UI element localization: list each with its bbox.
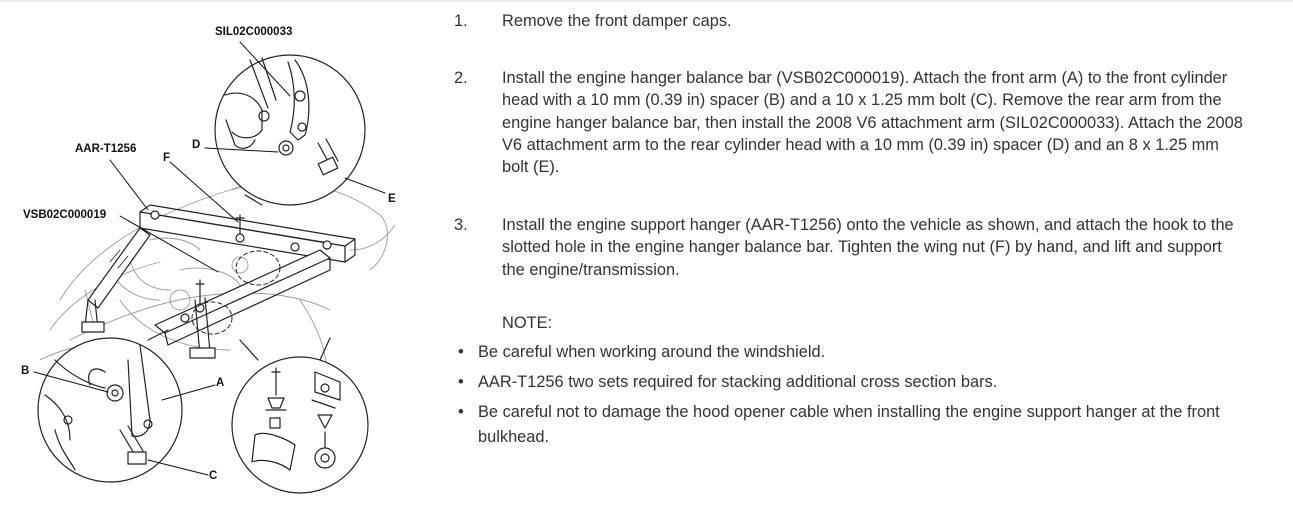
step-text: Install the engine support hanger (AAR-T1256) onto the vehicle as shown, and attach the hook to the slotted hole in the engine hanger balance bar. Tighten the wing nut (F) by hand, and lift and support the engine/transmission.	[502, 216, 1234, 279]
leader-br	[240, 338, 330, 360]
label-b: B	[21, 365, 30, 377]
label-sil02c000033: SIL02C000033	[215, 26, 293, 38]
label-vsb02c000019: VSB02C000019	[23, 209, 107, 221]
bullet: •	[458, 403, 464, 421]
detail-circle-top	[215, 55, 365, 205]
label-e: E	[388, 193, 396, 205]
support-frame-left	[82, 228, 150, 332]
note-item	[456, 370, 1246, 395]
step-number: 3.	[454, 216, 468, 234]
detail-circle-bottom-right	[232, 357, 368, 493]
engine-hanger-illustration	[0, 0, 440, 526]
note-text: Be careful when working around the windshield.	[478, 343, 826, 361]
label-d: D	[192, 139, 201, 151]
note-item	[456, 400, 1246, 449]
note-item	[456, 340, 1246, 365]
bullet: •	[458, 343, 464, 361]
detail-circle-bottom-left	[38, 338, 182, 482]
bullet: •	[458, 373, 464, 391]
label-f: F	[163, 152, 171, 164]
illustration-drawing	[0, 0, 440, 526]
step-text: Remove the front damper caps.	[502, 12, 732, 30]
label-c: C	[209, 470, 218, 482]
note-list	[456, 340, 1246, 455]
step-number: 2.	[454, 69, 468, 87]
note-text: Be careful not to damage the hood opener cable when installing the engine support hanger at the front bulkhead.	[478, 403, 1220, 446]
step-text: Install the engine hanger balance bar (VSB02C000019). Attach the front arm (A) to the front cylinder head with a 10 mm (0.39 in) spacer (B) and a 10 x 1.25 mm bolt (C). Remove the rear arm from the engine hanger balance bar, then install the 2008 V6 attachment arm (SIL02C000033). Attach the 2008 V6 attachment arm to the rear cylinder head with a 10 mm (0.39 in) spacer (D) and an 8 x 1.25 mm bolt (E).	[502, 69, 1243, 177]
support-frame-right	[155, 250, 330, 358]
label-a: A	[216, 377, 225, 389]
note-text: AAR-T1256 two sets required for stacking additional cross section bars.	[478, 373, 998, 391]
label-aar-t1256: AAR-T1256	[75, 143, 137, 155]
note-title: NOTE:	[502, 314, 553, 332]
step-number: 1.	[454, 12, 468, 30]
